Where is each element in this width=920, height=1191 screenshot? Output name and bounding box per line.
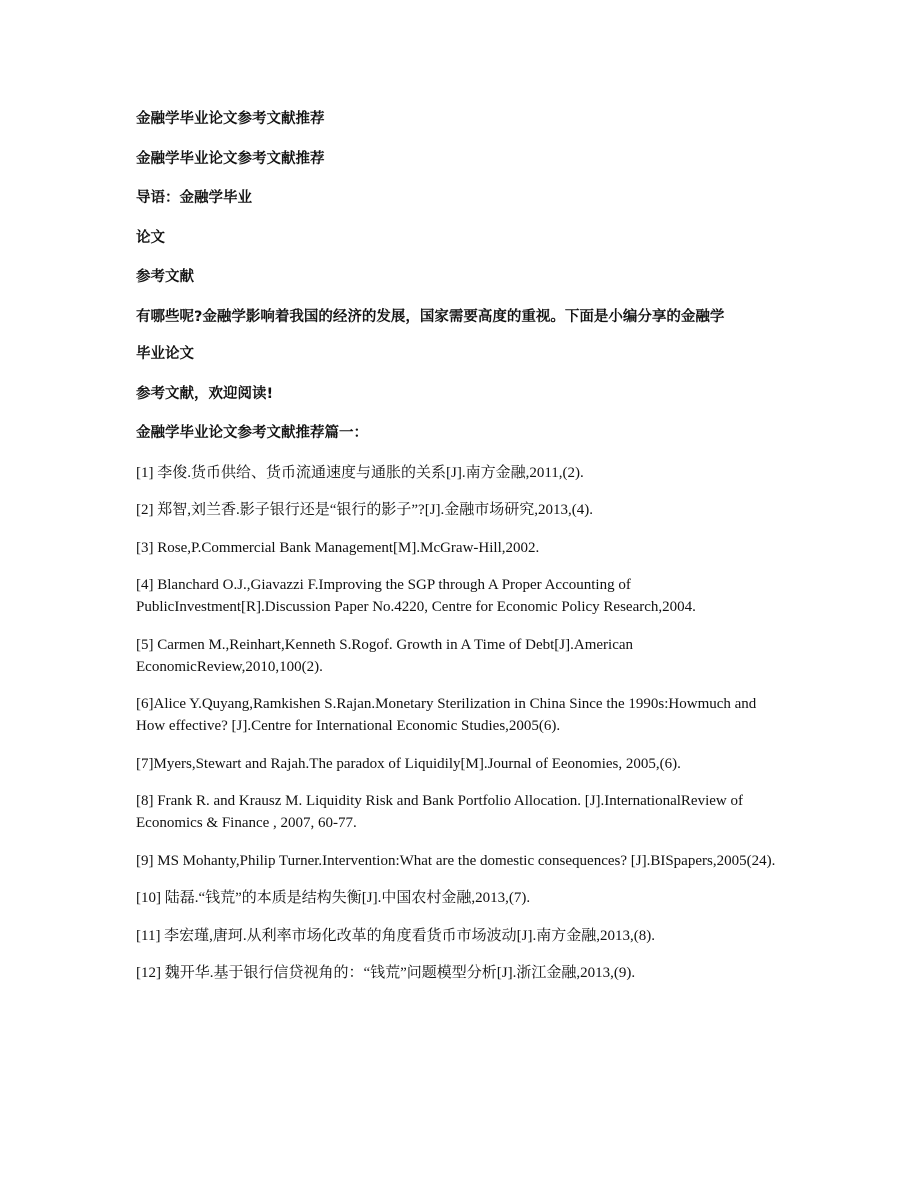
section-heading: 金融学毕业论文参考文献推荐篇一：	[136, 425, 368, 442]
intro-paragraph: 有哪些呢?金融学影响着我国的经济的发展，国家需要高度的重视。下面是小编分享的金融学	[136, 308, 725, 325]
document-title: 金融学毕业论文参考文献推荐	[136, 111, 325, 127]
reference-item: [1] 李俊.货币供给、货币流通速度与通胀的关系[J].南方金融,2011,(2).	[136, 464, 584, 481]
intro-continuation-1: 论文	[136, 229, 165, 246]
document-body	[136, 108, 786, 1000]
reference-item: [2] 郑智,刘兰香.影子银行还是“银行的影子”?[J].金融市场研究,2013,(4).	[136, 502, 594, 519]
reference-item: [7]Myers,Stewart and Rajah.The paradox of Liquidily[M].Journal of Eeonomies, 2005,(6).	[136, 755, 681, 772]
reference-item: [4] Blanchard O.J.,Giavazzi F.Improving the SGP through A Proper Accounting of PublicInvestment[R].Discussion Paper No.4220, Centre for Economic Policy Research,2004.	[136, 577, 696, 616]
reference-item: [12] 魏开华.基于银行信贷视角的：“钱荒”问题模型分析[J].浙江金融,2013,(9).	[136, 965, 636, 982]
intro-label: 导语：金融学毕业	[136, 190, 252, 207]
reference-item: [10] 陆磊.“钱荒”的本质是结构失衡[J].中国农村金融,2013,(7).	[136, 890, 531, 907]
reference-item: [6]Alice Y.Quyang,Ramkishen S.Rajan.Monetary Sterilization in China Since the 1990s:Howmuch and How effective? [J].Centre for International Economic Studies,2005(6).	[136, 696, 757, 735]
reference-item: [5] Carmen M.,Reinhart,Kenneth S.Rogof. Growth in A Time of Debt[J].American EconomicReview,2010,100(2).	[136, 636, 634, 675]
document-subtitle: 金融学毕业论文参考文献推荐	[136, 150, 325, 167]
reference-item: [3] Rose,P.Commercial Bank Management[M].McGraw-Hill,2002.	[136, 539, 540, 556]
reference-item: [11] 李宏瑾,唐珂.从利率市场化改革的角度看货币市场波动[J].南方金融,2013,(8).	[136, 927, 656, 944]
intro-continuation-3: 毕业论文	[136, 345, 194, 362]
reference-item: [9] MS Mohanty,Philip Turner.Intervention:What are the domestic consequences? [J].BISpapers,2005(24).	[136, 852, 776, 869]
welcome-text: 参考文献，欢迎阅读!	[136, 385, 274, 402]
reference-item: [8] Frank R. and Krausz M. Liquidity Risk and Bank Portfolio Allocation. [J].InternationalReview of Economics & Finance , 2007, 60-77.	[136, 793, 743, 832]
intro-continuation-2: 参考文献	[136, 269, 194, 286]
